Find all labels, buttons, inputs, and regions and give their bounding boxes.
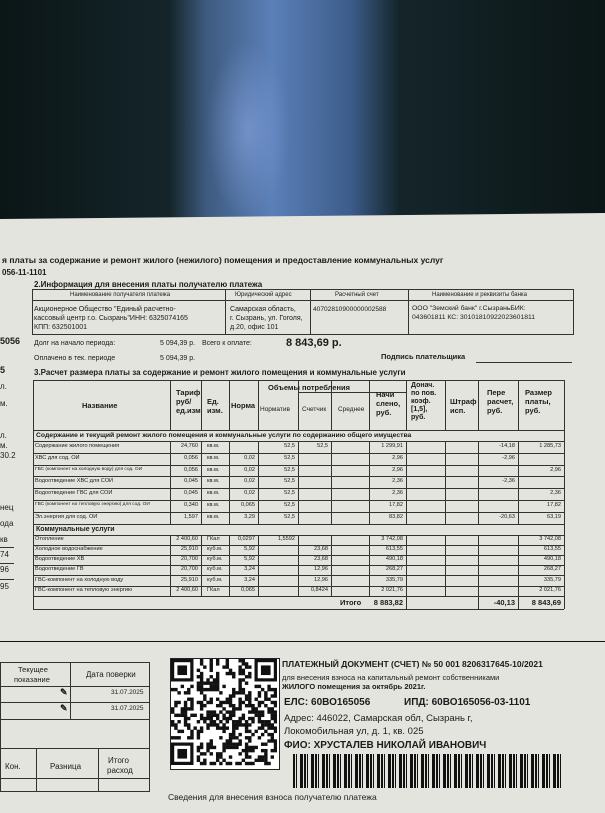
paid-label: Оплачено в тек. периоде (34, 355, 116, 362)
row-v1: 52,5 (284, 466, 295, 473)
row-tariff: 0,340 (184, 501, 198, 508)
edge-text: кв (0, 535, 8, 544)
row-name: ГВС-компонент на холодную воду (35, 576, 124, 583)
row-name: ГВС (компонент на тепловую энергию) для сод. ОИ (35, 501, 150, 507)
row-accrued: 490,18 (385, 556, 403, 563)
row-accrued: 268,27 (385, 566, 403, 573)
col-header-recalc: руб. (487, 406, 503, 415)
row-name: ХВС для сод. ОИ (35, 454, 80, 461)
row-accrued: 2 021,76 (381, 586, 403, 593)
row-amount: 63,19 (547, 513, 561, 520)
section3-title: 3.Расчет размера платы за содержание и ремонт жилого помещения и коммунальные услуги (34, 368, 406, 377)
address-line: Самарская область, (230, 306, 296, 313)
bank-line: ООО "Земский банк" г.СызраньБИК: (412, 305, 526, 312)
row-accrued: 613,55 (385, 545, 403, 552)
payment-doc-subtitle: для внесения взноса на капитальный ремонт собственниками (282, 673, 500, 682)
bank-account: 40702810900000002588 (313, 306, 387, 313)
row-recalc: -2,96 (502, 454, 515, 461)
qr-code (170, 658, 280, 770)
row-tariff: 2 400,60 (176, 535, 198, 542)
header-title: я платы за содержание и ремонт жилого (нежилого) помещения и предоставление коммунальных услуг (2, 255, 444, 265)
col-header-unit: Ед. (207, 397, 219, 406)
address-line: д.20, офис 101 (230, 324, 279, 331)
row-accrued: 2,36 (392, 478, 403, 485)
els-number: ЕЛС: 60ВО165056 (284, 697, 371, 708)
row-norm: 5,92 (244, 545, 255, 552)
row-norm: 0,065 (241, 586, 255, 593)
row-v2: 23,68 (314, 545, 328, 552)
meter-total-header: Итого (108, 756, 129, 765)
row-unit: кв.м. (207, 513, 220, 520)
row-v1: 52,5 (284, 490, 295, 497)
col-header-extra: коэф. (411, 398, 431, 405)
row-name: Водоотведение ХВ (35, 556, 85, 563)
row-accrued: 2,96 (392, 466, 403, 473)
edge-text: 95 (0, 582, 9, 591)
bank-header: Наименование и реквизиты банка (432, 292, 527, 298)
payment-doc-subtitle: ЖИЛОГО помещения за октябрь 2021г. (282, 682, 426, 691)
recipient-line: кассовый центр г.о. Сызрань"ИНН: 6325074165 (34, 315, 188, 322)
row-norm: 3,24 (244, 566, 255, 573)
payer-name: ФИО: ХРУСТАЛЕВ НИКОЛАЙ ИВАНОВИЧ (284, 740, 487, 751)
row-amount: 2 021,76 (539, 586, 561, 593)
col-header-fine: Штраф (450, 397, 477, 406)
col-header-vol-norm: Норматив (260, 406, 290, 413)
row-unit: кв.м. (207, 501, 220, 508)
edge-text: л. (0, 431, 7, 440)
ipd-number: ИПД: 60ВО165056-03-1101 (404, 697, 531, 708)
row-tariff: 25,910 (180, 576, 198, 583)
row-tariff: 1,597 (184, 513, 198, 520)
background-photo (0, 0, 605, 230)
row-name: ГВС-компонент на тепловую энергию (35, 586, 133, 593)
payment-doc-title: ПЛАТЕЖНЫЙ ДОКУМЕНТ (СЧЕТ) № 50 001 8206317645-10/2021 (282, 659, 543, 669)
row-tariff: 20,700 (180, 556, 198, 563)
edge-text: м. (0, 441, 8, 450)
signature-line (476, 362, 572, 363)
section-divider (0, 641, 605, 642)
row-v1: 52,5 (284, 513, 295, 520)
row-name: Холодное водоснабжение (35, 545, 103, 552)
payment-info-caption: Сведения для внесения взноса получателю платежа (168, 792, 377, 802)
row-tariff: 24,760 (180, 442, 198, 449)
group-title: Коммунальные услуги (36, 525, 115, 533)
row-name: Водоотведение ХВС для СОИ (35, 478, 114, 485)
background-light (205, 40, 290, 220)
row-unit: куб.м. (207, 556, 223, 563)
pen-icon: ✎ (60, 687, 68, 697)
edge-text: 74 (0, 550, 9, 559)
col-header-tariff: Тариф (176, 388, 201, 397)
row-unit: кв.м. (207, 490, 220, 497)
row-unit: кв.м. (207, 478, 220, 485)
edge-text: л. (0, 382, 7, 391)
row-amount: 335,79 (543, 576, 561, 583)
row-norm: 5,92 (244, 556, 255, 563)
col-header-extra: Донач. (411, 382, 435, 389)
row-unit: кв.м. (207, 442, 220, 449)
row-name: Эл.энергия для сод. ОИ (35, 513, 98, 520)
row-v1: 1,5592 (277, 535, 295, 542)
row-unit: куб.м. (207, 545, 223, 552)
meter-end-header: Кон. (5, 762, 21, 771)
row-v2: 23,68 (314, 556, 328, 563)
total-recalc: -40,13 (493, 597, 515, 607)
row-name: Водоотведение ГВ (35, 566, 84, 573)
total-accrued: 8 883,82 (373, 597, 403, 607)
row-accrued: 83,82 (389, 513, 403, 520)
section2-title: 2.Информация для внесения платы получателю платежа (34, 280, 263, 289)
row-v1: 52,5 (284, 478, 295, 485)
row-norm: 0,02 (244, 466, 255, 473)
row-amount: 17,82 (547, 501, 561, 508)
row-norm: 0,02 (244, 490, 255, 497)
row-norm: 0,02 (244, 478, 255, 485)
row-tariff: 25,910 (180, 545, 198, 552)
edge-text: нец (0, 503, 14, 512)
barcode (293, 754, 563, 788)
row-norm: 0,02 (244, 454, 255, 461)
row-v2: 52,5 (317, 442, 328, 449)
row-unit: кв.м. (207, 466, 220, 473)
col-header-tariff: ед.изм (176, 406, 201, 415)
row-amount: 490,18 (543, 556, 561, 563)
col-header-vol-avg: Среднее (338, 406, 365, 413)
col-header-name: Название (82, 401, 118, 410)
recipient-line: КПП: 632501001 (34, 324, 88, 331)
row-v2: 0,8424 (310, 586, 328, 593)
row-accrued: 1 299,91 (381, 442, 403, 449)
row-tariff: 0,056 (184, 454, 198, 461)
address-line: г. Сызрань, ул. Гоголя, (230, 315, 303, 322)
row-tariff: 20,700 (180, 566, 198, 573)
row-accrued: 335,79 (385, 576, 403, 583)
col-header-accrued: Начи (376, 390, 395, 399)
col-header-extra: [1,5], (411, 406, 428, 413)
row-amount: 3 742,08 (539, 535, 561, 542)
row-norm: 0,0297 (237, 535, 255, 542)
row-name: ГВС (компонент на холодную воду) для сод. ОИ (35, 466, 143, 472)
row-accrued: 2,36 (392, 490, 403, 497)
col-header-vol-meter: Счетчик (302, 406, 327, 413)
col-header-amount: Размер (525, 388, 553, 397)
row-amount: 268,27 (543, 566, 561, 573)
total-label: Итого (340, 597, 362, 607)
meter-current-header: Текущее (18, 665, 48, 674)
meter-total-header: расход (107, 766, 133, 775)
col-header-extra: по пов. (411, 390, 437, 397)
row-recalc: -14,18 (499, 442, 515, 449)
row-v1: 52,5 (284, 454, 295, 461)
row-amount: 1 285,73 (539, 442, 561, 449)
col-header-volumes: Объемы потребления (268, 383, 350, 392)
row-amount: 613,55 (543, 545, 561, 552)
edge-text: 5 (0, 365, 6, 375)
row-norm: 3,24 (244, 576, 255, 583)
row-unit: ГКал (207, 535, 220, 542)
row-unit: кв.м. (207, 454, 220, 461)
payer-address: Локомобильная ул, д. 1, кв. 025 (284, 726, 424, 737)
row-norm: 0,065 (241, 501, 255, 508)
signature-label: Подпись плательщика (381, 352, 466, 361)
row-tariff: 0,045 (184, 490, 198, 497)
row-amount: 2,36 (550, 490, 561, 497)
total-amount: 8 843,69 (531, 597, 561, 607)
row-recalc: -2,36 (502, 478, 515, 485)
edge-text: м. (0, 399, 8, 408)
row-amount: 2,96 (550, 466, 561, 473)
row-recalc: -20,63 (499, 513, 515, 520)
row-unit: куб.м. (207, 576, 223, 583)
col-header-recalc: Пере (487, 388, 506, 397)
row-v1: 52,5 (284, 501, 295, 508)
payer-address: Адрес: 446022, Самарская обл, Сызрань г, (284, 713, 473, 724)
row-tariff: 0,056 (184, 466, 198, 473)
row-tariff: 0,045 (184, 478, 198, 485)
col-header-accrued: слено, (376, 399, 401, 408)
meter-date: 31.07.2025 (111, 705, 144, 712)
row-tariff: 2 400,60 (176, 586, 198, 593)
col-header-unit: изм. (207, 406, 223, 415)
col-header-norm: Норма (231, 401, 256, 410)
paid-value: 5 094,39 р. (160, 355, 196, 362)
row-unit: ГКал (207, 586, 220, 593)
total-due-label: Всего к оплате: (202, 340, 252, 347)
row-name: Отопление (35, 535, 64, 542)
col-header-accrued: руб. (376, 408, 392, 417)
recipient-line: Акционерное Общество "Единый расчетно- (34, 306, 176, 313)
meter-current-header: показание (14, 675, 50, 684)
edge-text: 5056 (0, 336, 21, 346)
bank-line: 043601811 КС: 30101810922023601811 (412, 314, 536, 321)
recipient-header: Наименование получателя платежа (70, 292, 171, 298)
row-accrued: 2,96 (392, 454, 403, 461)
address-header: Юридический адрес (235, 292, 292, 298)
col-header-tariff: руб/ (176, 397, 192, 406)
meter-diff-header: Разница (50, 762, 82, 771)
edge-text: 96 (0, 565, 9, 574)
edge-text: ода (0, 519, 14, 528)
row-name: Содержание жилого помещения (35, 442, 120, 449)
row-v2: 12,96 (314, 576, 328, 583)
account-number: 056-11-1101 (2, 268, 47, 277)
debt-label: Долг на начало периода: (34, 340, 116, 347)
col-header-recalc: расчет, (487, 397, 514, 406)
group-title: Содержание и текущий ремонт жилого помещения и коммунальные услуги по содержанию общего имущества (36, 432, 412, 439)
meter-date-header: Дата поверки (86, 670, 136, 679)
row-accrued: 17,82 (389, 501, 403, 508)
pen-icon: ✎ (60, 703, 68, 713)
row-norm: 3,29 (244, 513, 255, 520)
meter-date: 31.07.2025 (111, 689, 144, 696)
account-header: Расчетный счет (335, 292, 379, 298)
edge-text: 30.2 (0, 451, 16, 460)
row-v2: 12,96 (314, 566, 328, 573)
col-header-amount: платы, (525, 397, 551, 406)
total-due-value: 8 843,69 р. (286, 337, 342, 349)
debt-value: 5 094,39 р. (160, 340, 196, 347)
col-header-extra: руб. (411, 414, 426, 421)
col-header-fine: исп. (450, 406, 466, 415)
row-accrued: 3 742,08 (381, 535, 403, 542)
row-v1: 52,5 (284, 442, 295, 449)
col-header-amount: руб. (525, 406, 541, 415)
row-unit: куб.м. (207, 566, 223, 573)
row-name: Водоотведение ГВС для СОИ (35, 490, 113, 497)
